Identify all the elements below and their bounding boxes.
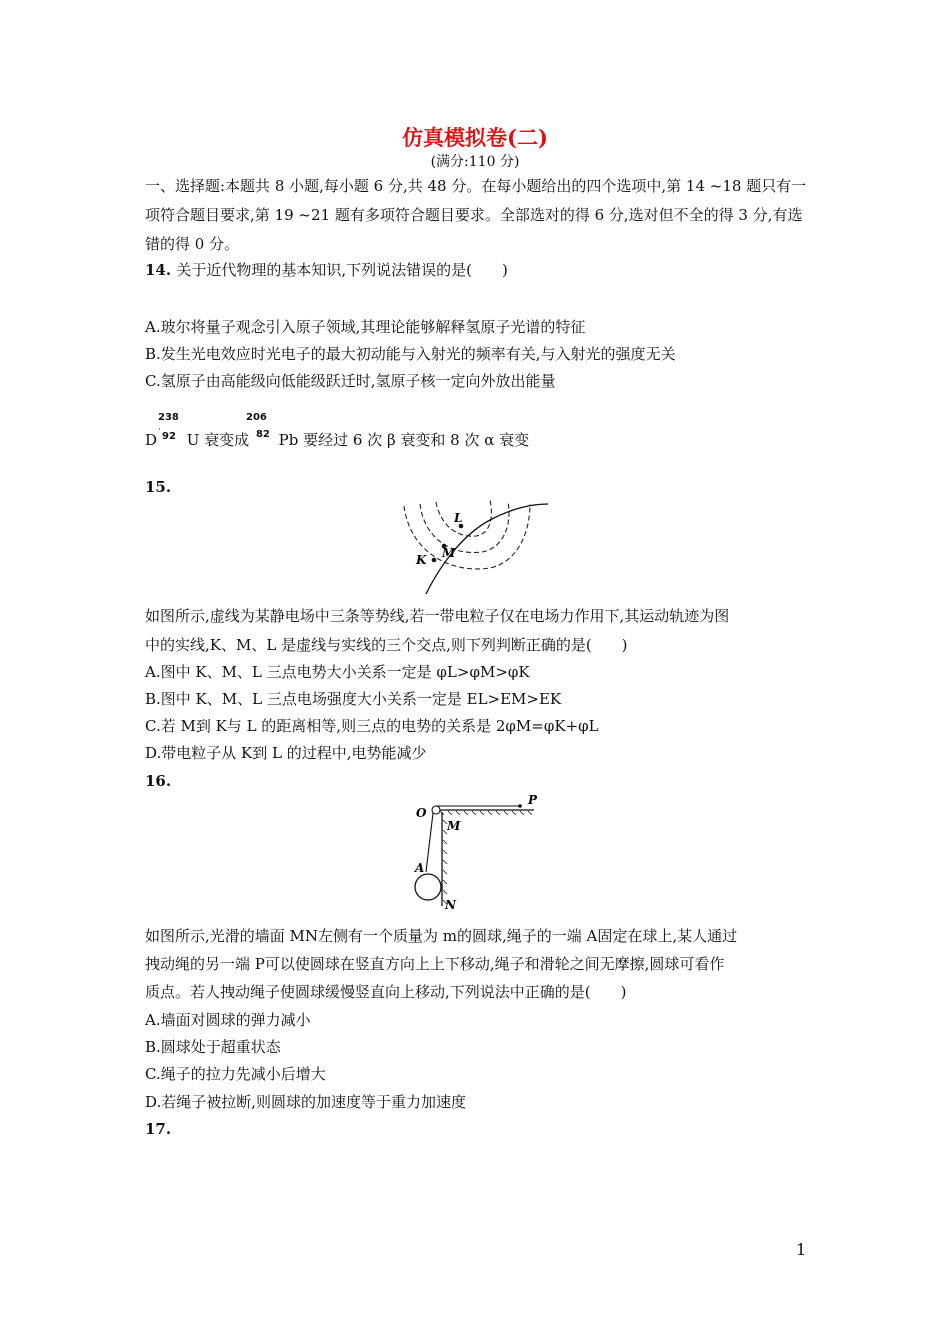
label-L: L: [454, 511, 463, 525]
full-score: (满分:110 分): [430, 154, 520, 170]
pb-atomic-number: 82: [255, 429, 270, 440]
q14-option-d: $D^{˙92}$ U 衰变成 $^{82}$ Pb 要经过 6 次 β 衰变和 8 次 α 衰变: [145, 428, 530, 449]
q16-option-c: C.绳子的拉力先减小后增大: [145, 1065, 326, 1083]
section-instructions: 一、选择题:本题共 8 小题,每小题 6 分,共 48 分。在每小题给出的四个选项中,第 14 ~18 题只有一项符合题目要求,第 19 ~21 题有多项符合题目要求。全部选对的得 6 分,选对但不全的得 3 分,有选错的得 0 分。: [145, 177, 807, 253]
page-number: 1: [796, 1240, 807, 1259]
q15-stem-line1: 如图所示,虚线为某静电场中三条等势线,若一带电粒子仅在电场力作用下,其运动轨迹为图: [145, 607, 730, 625]
q15-stem-line2: 中的实线,K、M、L 是虚线与实线的三个交点,则下列判断正确的是( ): [145, 636, 628, 654]
label-P: P: [528, 793, 538, 807]
q16-option-d: D.若绳子被拉断,则圆球的加速度等于重力加速度: [145, 1093, 467, 1111]
ball: [415, 874, 441, 900]
q14-option-c: C.氢原子由高能级向低能级跃迁时,氢原子核一定向外放出能量: [145, 372, 556, 390]
label-M: M: [442, 546, 456, 560]
ceiling-hatch: [440, 811, 532, 815]
label-N: N: [445, 898, 456, 912]
label-M: M: [447, 819, 461, 833]
u-atomic-number: 92: [162, 431, 176, 442]
question-17-number: 17.: [145, 1120, 172, 1138]
question-14-number: 14. 关于近代物理的基本知识,下列说法错误的是( ): [145, 261, 508, 279]
page-title: 仿真模拟卷(二): [402, 125, 548, 150]
q15-option-c: C.若 M到 K与 L 的距离相等,则三点的电势的关系是 2φM=φK+φL: [145, 717, 599, 735]
q16-stem-line1: 如图所示,光滑的墙面 MN左侧有一个质量为 m的圆球,绳子的一端 A固定在球上,某人通过: [145, 927, 738, 945]
label-O: O: [416, 806, 427, 820]
label-A: A: [415, 861, 425, 875]
point-K: [432, 558, 437, 563]
pulley-O: [432, 806, 440, 814]
equipotential-line-inner: [436, 500, 491, 536]
q14-option-a: A.玻尔将量子观念引入原子领域,其理论能够解释氢原子光谱的特征: [145, 318, 586, 336]
question-15-number: 15.: [145, 478, 172, 496]
rope-end-P: [518, 804, 522, 808]
q15-option-a: A.图中 K、M、L 三点电势大小关系一定是 φL>φM>φK: [145, 663, 530, 681]
pb-mass-number: 206: [246, 412, 267, 423]
equipotential-line-middle: [420, 502, 509, 553]
rope-to-ball: [426, 813, 433, 872]
u-mass-number: 238: [158, 412, 179, 423]
q16-option-a: A.墙面对圆球的弹力减小: [145, 1011, 311, 1029]
question-16-number: 16.: [145, 772, 172, 790]
label-K: K: [416, 553, 427, 567]
q16-stem-line3: 质点。若人拽动绳子使圆球缓慢竖直向上移动,下列说法中正确的是( ): [145, 983, 627, 1001]
q16-stem-line2: 拽动绳的另一端 P可以使圆球在竖直方向上上下移动,绳子和滑轮之间无摩擦,圆球可看作: [145, 955, 725, 973]
question-14-stem: 关于近代物理的基本知识,下列说法错误的是( ): [176, 261, 508, 279]
equipotential-figure: [390, 492, 560, 597]
q15-option-d: D.带电粒子从 K到 L 的过程中,电势能减少: [145, 744, 427, 762]
q16-option-b: B.圆球处于超重状态: [145, 1038, 281, 1056]
pulley-wall-figure: [406, 790, 542, 914]
q14-option-b: B.发生光电效应时光电子的最大初动能与入射光的频率有关,与入射光的强度无关: [145, 345, 676, 363]
q15-option-b: B.图中 K、M、L 三点电场强度大小关系一定是 EL>EM>EK: [145, 690, 562, 708]
